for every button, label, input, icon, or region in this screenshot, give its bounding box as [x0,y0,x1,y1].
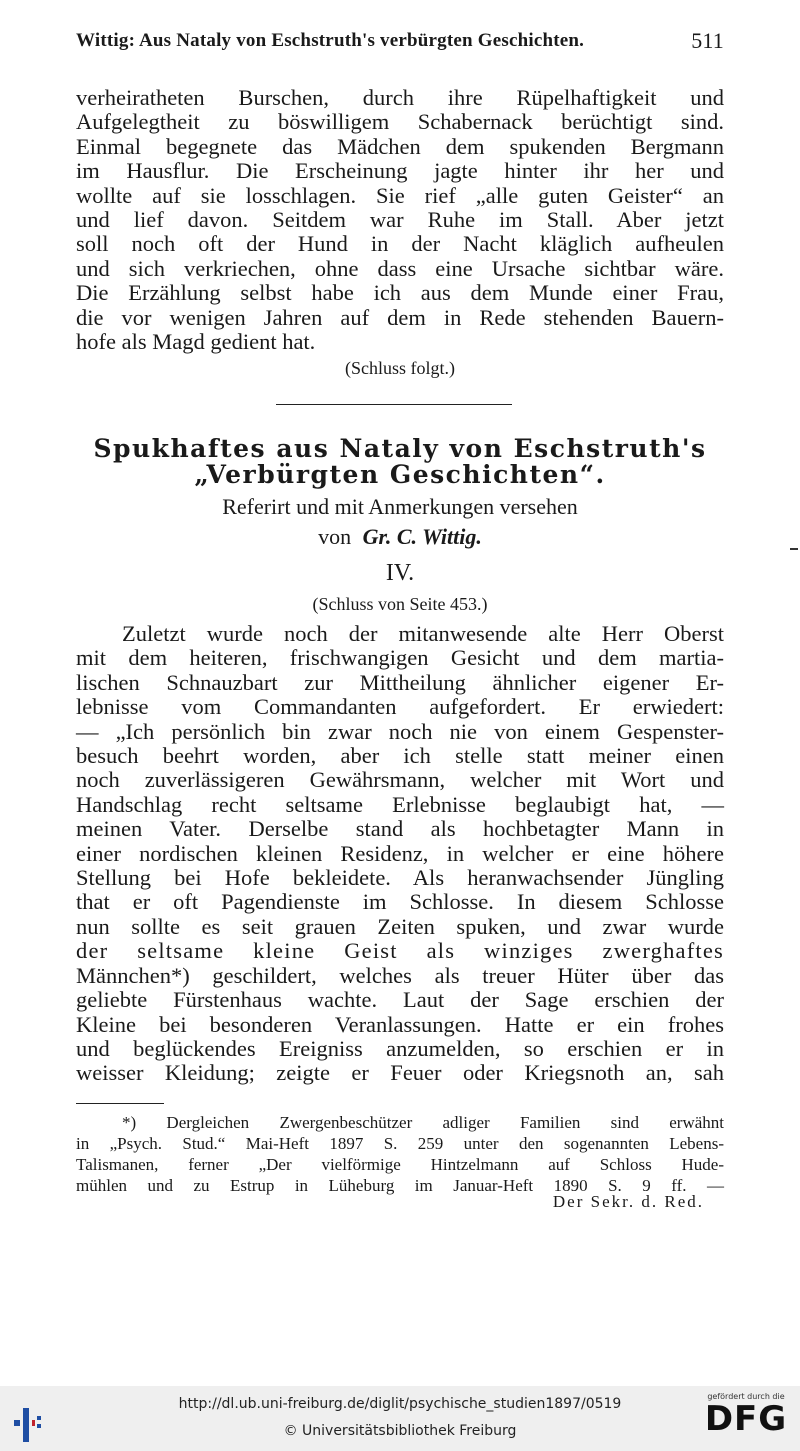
text-line: Aufgelegtheit zu böswilligem Schabernack berüchtigt sind. [76,109,724,135]
text-line: Talismanen, ferner „Der vielförmige Hintzelmann auf Schloss Hude- [76,1155,724,1174]
text-line: im Hausflur. Die Erscheinung jagte hinter ihr her und [76,158,724,184]
article-title-line1: Spukhaftes aus Nataly von Eschstruth's [93,434,707,463]
text-line: der seltsame kleine Geist als winziges zwerghaftes [76,938,724,964]
text-line: Stellung bei Hofe bekleidete. Als heranwachsender Jüngling [76,865,724,891]
part-number: IV. [385,560,415,586]
to-be-continued-note: (Schluss folgt.) [345,358,455,378]
text-line: und beglückendes Ereigniss anzumelden, so erschien er in [76,1035,724,1061]
paragraph-continued [76,86,724,354]
text-line: und sich verkriechen, ohne dass eine Ursache sichtbar wäre. [76,255,724,281]
footer-copyright: © Universitätsbibliothek Freiburg [283,1423,517,1439]
text-line: *) Dergleichen Zwergenbeschützer adliger Familien sind erwähnt [122,1113,724,1132]
article-byline [76,524,724,550]
scan-edge-mark [790,548,798,550]
byline-prefix: von [318,524,352,549]
text-line: einer nordischen kleinen Residenz, in welcher er eine höhere [76,840,724,866]
text-line: weisser Kleidung; zeigte er Feuer oder Kriegsnoth an, sah [76,1060,724,1086]
text-line: nun sollte es seit grauen Zeiten spuken, und zwar wurde [76,913,724,939]
text-line: lebnisse vom Commandanten aufgefordert. Er erwiedert: [76,694,724,720]
text-line: hofe als Magd gedient hat. [76,329,316,355]
paragraph-main [76,622,724,1086]
text-line: verheiratheten Burschen, durch ihre Rüpelhaftigkeit und [76,85,724,110]
article-subtitle: Referirt und mit Anmerkungen versehen [222,494,578,519]
section-divider [276,404,512,405]
footnote-signature: Der Sekr. d. Red. [552,1192,704,1211]
continuation-note: (Schluss von Seite 453.) [312,594,488,614]
text-line: meinen Vater. Derselbe stand als hochbetagter Mann in [76,816,724,842]
text-line: wollte auf sie losschlagen. Sie rief „alle guten Geister“ an [76,182,724,208]
page-number: 511 [691,28,724,53]
footnote [76,1112,724,1196]
text-line: that er oft Pagendienste im Schlosse. In diesem Schlosse [76,889,724,915]
author-name: Gr. C. Wittig. [362,524,482,549]
text-line: — „Ich persönlich bin zwar noch nie von einem Gespenster- [76,718,724,744]
text-line: Einmal begegnete das Mädchen dem spukenden Bergmann [76,133,724,159]
text-line: Zuletzt wurde noch der mitanwesende alte Herr Oberst [122,621,724,646]
text-line: Die Erzählung selbst habe ich aus dem Munde einer Frau, [76,280,724,306]
text-line: und lief davon. Seitdem war Ruhe im Stall. Aber jetzt [76,207,724,233]
running-head [76,30,724,52]
text-line: lischen Schnauzbart zur Mittheilung ähnlicher eigener Er- [76,669,724,695]
text-line: geliebte Fürstenhaus wachte. Laut der Sage erschien der [76,987,724,1013]
article-title-line2: „Verbürgten Geschichten“. [194,460,606,489]
text-line: die vor wenigen Jahren auf dem in Rede stehenden Bauern- [76,304,724,330]
dfg-logo [700,1392,792,1446]
text-line: besuch beehrt worden, aber ich stelle statt meiner einen [76,743,724,769]
text-line: mit dem heiteren, frischwangigen Gesicht und dem martia- [76,645,724,671]
dfg-tagline: gefördert durch die [707,1392,785,1401]
text-line: Männchen*) geschildert, welches als treuer Hüter über das [76,962,724,988]
text-line: noch zuverlässigeren Gewährsmann, welcher mit Wort und [76,767,724,793]
dfg-logo-text: DFG [704,1399,788,1439]
running-head-title: Wittig: Aus Nataly von Eschstruth's verbürgten Geschichten. [76,30,585,51]
footnote-rule [76,1103,164,1104]
text-line: Kleine bei besonderen Veranlassungen. Hatte er ein frohes [76,1011,724,1037]
footer-url-link[interactable]: http://dl.ub.uni-freiburg.de/diglit/psychische_studien1897/0519 [178,1396,622,1412]
text-line: Handschlag recht seltsame Erlebnisse beglaubigt hat, — [76,791,724,817]
text-line: soll noch oft der Hund in der Nacht kläglich aufheulen [76,231,724,257]
text-line: mühlen und zu Estrup in Lüheburg im Januar-Heft 1890 S. 9 ff. — [76,1176,724,1195]
text-line: in „Psych. Stud.“ Mai-Heft 1897 S. 259 unter den sogenannten Lebens- [76,1134,724,1153]
